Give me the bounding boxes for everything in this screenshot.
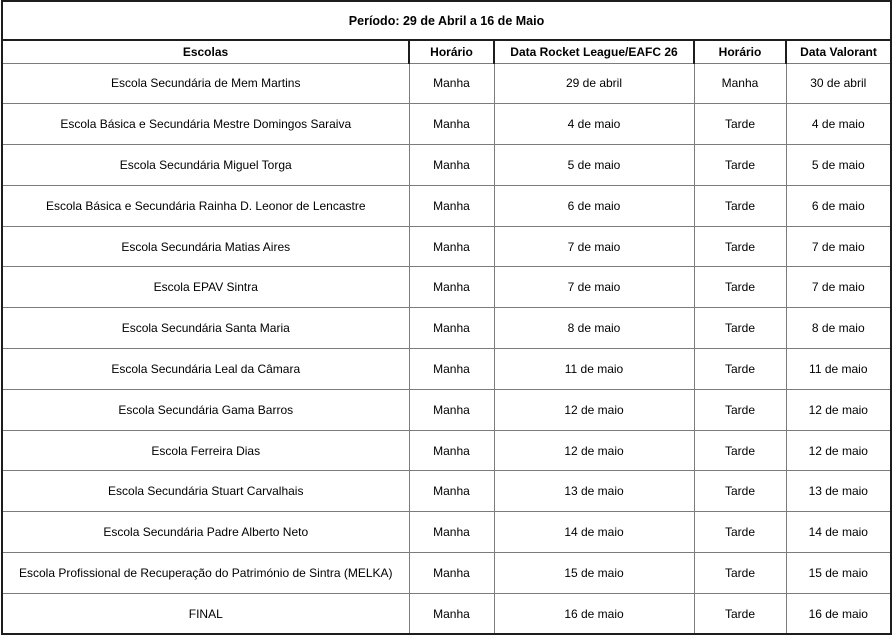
school-cell: Escola Secundária Leal da Câmara <box>2 349 409 390</box>
table-row <box>2 512 891 553</box>
header-cell: Data Valorant <box>786 40 891 63</box>
table-row <box>2 430 891 471</box>
table-header-row <box>2 40 891 63</box>
value-cell: Tarde <box>694 308 786 349</box>
value-cell: Manha <box>409 471 494 512</box>
value-cell: Manha <box>409 226 494 267</box>
value-cell: Tarde <box>694 430 786 471</box>
value-cell: 30 de abril <box>786 63 891 104</box>
value-cell: Manha <box>409 512 494 553</box>
value-cell: 8 de maio <box>494 308 694 349</box>
value-cell: Tarde <box>694 226 786 267</box>
table-row <box>2 389 891 430</box>
value-cell: 16 de maio <box>494 593 694 634</box>
value-cell: Manha <box>409 430 494 471</box>
table-row <box>2 145 891 186</box>
value-cell: 7 de maio <box>786 267 891 308</box>
school-cell: Escola Secundária Gama Barros <box>2 389 409 430</box>
value-cell: 7 de maio <box>494 267 694 308</box>
value-cell: 11 de maio <box>786 349 891 390</box>
school-cell: Escola Secundária Padre Alberto Neto <box>2 512 409 553</box>
value-cell: Tarde <box>694 349 786 390</box>
school-cell: Escola Básica e Secundária Rainha D. Leonor de Lencastre <box>2 185 409 226</box>
school-cell: FINAL <box>2 593 409 634</box>
value-cell: 13 de maio <box>786 471 891 512</box>
value-cell: 6 de maio <box>786 185 891 226</box>
value-cell: 4 de maio <box>786 104 891 145</box>
value-cell: Manha <box>409 553 494 594</box>
value-cell: 6 de maio <box>494 185 694 226</box>
school-cell: Escola Secundária Stuart Carvalhais <box>2 471 409 512</box>
value-cell: Manha <box>409 349 494 390</box>
value-cell: 12 de maio <box>786 389 891 430</box>
value-cell: 15 de maio <box>786 553 891 594</box>
value-cell: 7 de maio <box>494 226 694 267</box>
table-row <box>2 593 891 634</box>
table-row <box>2 226 891 267</box>
school-cell: Escola Profissional de Recuperação do Património de Sintra (MELKA) <box>2 553 409 594</box>
value-cell: Manha <box>409 308 494 349</box>
schedule-table <box>1 0 892 635</box>
table-body <box>2 63 891 634</box>
value-cell: Manha <box>409 104 494 145</box>
value-cell: Manha <box>694 63 786 104</box>
value-cell: Tarde <box>694 267 786 308</box>
value-cell: 15 de maio <box>494 553 694 594</box>
period-title-row <box>2 1 891 40</box>
value-cell: Manha <box>409 185 494 226</box>
school-cell: Escola Secundária Santa Maria <box>2 308 409 349</box>
school-cell: Escola Ferreira Dias <box>2 430 409 471</box>
value-cell: 13 de maio <box>494 471 694 512</box>
value-cell: 11 de maio <box>494 349 694 390</box>
school-cell: Escola Secundária de Mem Martins <box>2 63 409 104</box>
value-cell: Manha <box>409 389 494 430</box>
value-cell: 14 de maio <box>494 512 694 553</box>
value-cell: 8 de maio <box>786 308 891 349</box>
table-row <box>2 553 891 594</box>
header-cell: Horário <box>409 40 494 63</box>
value-cell: 4 de maio <box>494 104 694 145</box>
value-cell: Tarde <box>694 512 786 553</box>
value-cell: Tarde <box>694 145 786 186</box>
table-row <box>2 308 891 349</box>
value-cell: Tarde <box>694 104 786 145</box>
value-cell: 29 de abril <box>494 63 694 104</box>
table-row <box>2 349 891 390</box>
school-cell: Escola Básica e Secundária Mestre Domingos Saraiva <box>2 104 409 145</box>
value-cell: 5 de maio <box>494 145 694 186</box>
value-cell: Tarde <box>694 553 786 594</box>
table-row <box>2 104 891 145</box>
value-cell: 5 de maio <box>786 145 891 186</box>
period-title: Período: 29 de Abril a 16 de Maio <box>2 1 891 40</box>
table-row <box>2 471 891 512</box>
value-cell: Manha <box>409 145 494 186</box>
value-cell: Manha <box>409 267 494 308</box>
value-cell: Tarde <box>694 185 786 226</box>
value-cell: 12 de maio <box>494 430 694 471</box>
value-cell: 14 de maio <box>786 512 891 553</box>
school-cell: Escola Secundária Miguel Torga <box>2 145 409 186</box>
value-cell: 12 de maio <box>494 389 694 430</box>
table-row <box>2 185 891 226</box>
value-cell: 7 de maio <box>786 226 891 267</box>
value-cell: Manha <box>409 593 494 634</box>
value-cell: 12 de maio <box>786 430 891 471</box>
value-cell: Tarde <box>694 471 786 512</box>
value-cell: Tarde <box>694 389 786 430</box>
school-cell: Escola EPAV Sintra <box>2 267 409 308</box>
table-row <box>2 267 891 308</box>
header-cell: Horário <box>694 40 786 63</box>
header-cell: Data Rocket League/EAFC 26 <box>494 40 694 63</box>
header-cell: Escolas <box>2 40 409 63</box>
table-row <box>2 63 891 104</box>
value-cell: 16 de maio <box>786 593 891 634</box>
value-cell: Tarde <box>694 593 786 634</box>
school-cell: Escola Secundária Matias Aires <box>2 226 409 267</box>
value-cell: Manha <box>409 63 494 104</box>
